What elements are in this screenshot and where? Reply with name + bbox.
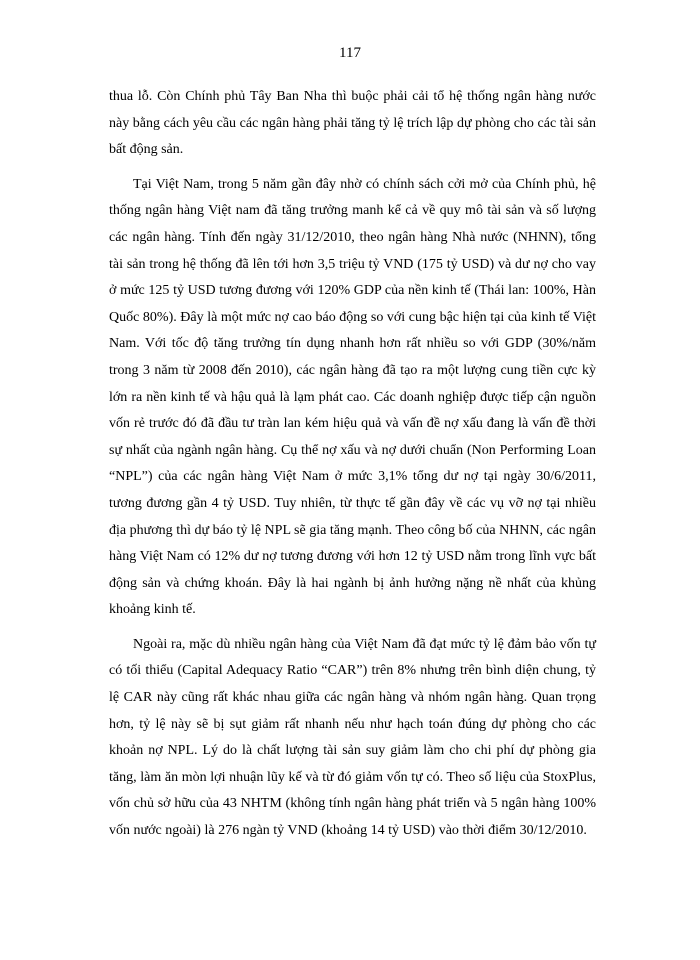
document-body bbox=[109, 84, 596, 845]
paragraph-vietnam-banking: Tại Việt Nam, trong 5 năm gần đây nhờ có chính sách cởi mở của Chính phủ, hệ thống ngân hàng Việt nam đã tăng trưởng manh kể cả về quy mô tài sản và số lượng các ngân hàng. Tính đến ngày 31/12/2010, theo ngân hàng Nhà nước (NHNN), tổng tài sản trong hệ thống đã lên tới hơn 3,5 triệu tỷ VND (175 tỷ USD) và dư nợ cho vay ở mức 125 tỷ USD tương đương với 120% GDP của nền kinh tế (Thái lan: 100%, Hàn Quốc 80%). Đây là một mức nợ cao báo động so với cung bậc hiện tại của kinh tế Việt Nam. Với tốc độ tăng trưởng tín dụng nhanh hơn rất nhiều so với GDP (30%/năm trong 3 năm từ 2008 đến 2010), các ngân hàng đã tạo ra một lượng cung tiền cực kỳ lớn ra nền kinh tế và hậu quả là lạm phát cao. Các doanh nghiệp được tiếp cận nguồn vốn rẻ trước đó đã đầu tư tràn lan kém hiệu quả và vấn đề nợ xấu đang là vấn đề thời sự nhất của ngành ngân hàng. Cụ thể nợ xấu và nợ dưới chuẩn (Non Performing Loan “NPL”) của các ngân hàng Việt Nam ở mức 3,1% tổng dư nợ tại ngày 30/6/2011, tương đương gần 4 tỷ USD. Tuy nhiên, từ thực tế gần đây về các vụ vỡ nợ tại nhiều địa phương thì dự báo tỷ lệ NPL sẽ gia tăng mạnh. Theo công bố của NHNN, các ngân hàng Việt Nam có 12% dư nợ tương đương với hơn 12 tỷ USD nằm trong lĩnh vực bất động sản và chứng khoán. Đây là hai ngành bị ảnh hưởng nặng nề nhất của khủng khoảng kinh tế. bbox=[109, 176, 596, 618]
page-number: 117 bbox=[339, 45, 361, 61]
paragraph-capital-adequacy: Ngoài ra, mặc dù nhiều ngân hàng của Việt Nam đã đạt mức tỷ lệ đảm bảo vốn tự có tối thiểu (Capital Adequacy Ratio “CAR”) trên 8% nhưng trên bình diện chung, tỷ lệ CAR này cũng rất khác nhau giữa các ngân hàng và nhóm ngân hàng. Quan trọng hơn, tỷ lệ này sẽ bị sụt giảm rất nhanh nếu như hạch toán đúng dự phòng cho các khoản nợ NPL. Lý do là chất lượng tài sản suy giảm làm cho chi phí dự phòng gia tăng, làm ăn mòn lợi nhuận lũy kế và từ đó giảm vốn tự có. Theo số liệu của StoxPlus, vốn chủ sở hữu của 43 NHTM (không tính ngân hàng phát triển và 5 ngân hàng 100% vốn nước ngoài) là 276 ngàn tỷ VND (khoảng 14 tỷ USD) vào thời điểm 30/12/2010. bbox=[109, 636, 596, 839]
paragraph-continuation: thua lỗ. Còn Chính phủ Tây Ban Nha thì buộc phải cải tổ hệ thống ngân hàng nước này bằng cách yêu cầu các ngân hàng phải tăng tỷ lệ trích lập dự phòng cho các tài sản bất động sản. bbox=[109, 89, 596, 158]
